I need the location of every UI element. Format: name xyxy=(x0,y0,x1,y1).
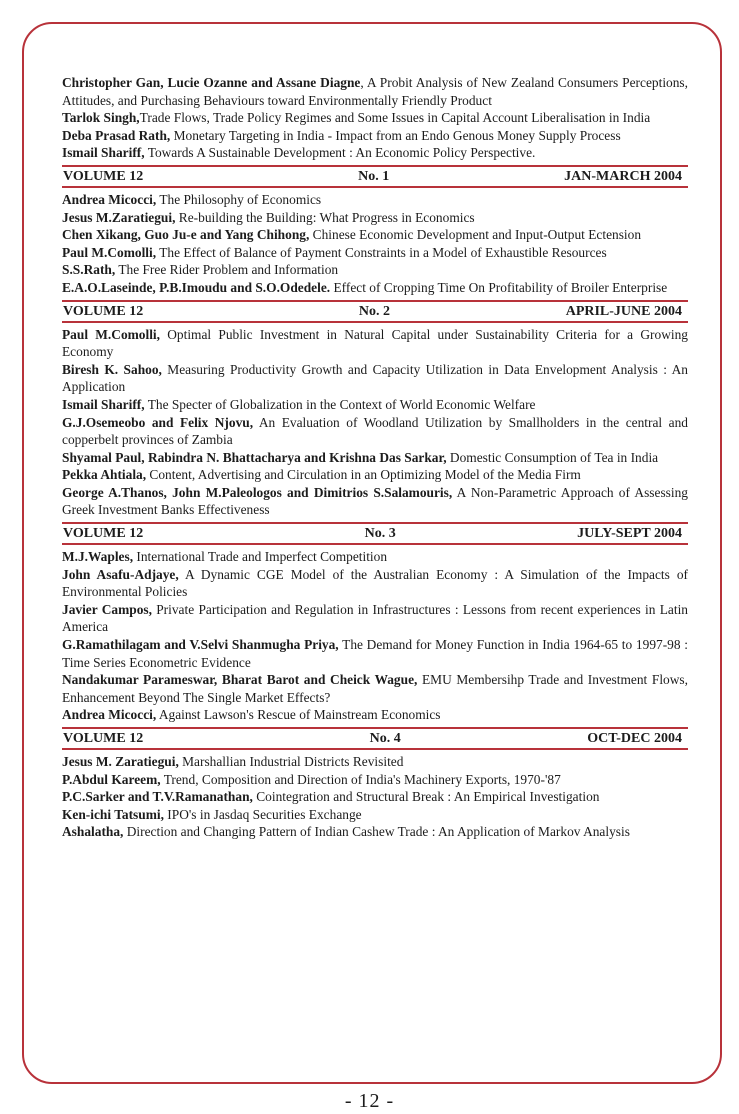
section-issue-2 xyxy=(62,326,688,520)
article-entry: Andrea Micocci, The Philosophy of Economics xyxy=(62,191,322,207)
article-entry: G.J.Osemeobo and Felix Njovu, An Evaluation of Woodland Utilization by Smallholders in the central and copperbelt provinces of Zambia xyxy=(62,414,688,448)
section-issue-1 xyxy=(62,191,688,297)
article-entry: Christopher Gan, Lucie Ozanne and Assane Diagne, A Probit Analysis of New Zealand Consumers Perceptions, Attitudes, and Purchasing Behaviours toward Environmentally Friendly Product xyxy=(62,75,688,108)
article-entry: Nandakumar Parameswar, Bharat Barot and Cheick Wague, EMU Membersihp Trade and Investment Flows, Enhancement Beyond The Single Market Effects? xyxy=(62,672,688,705)
issue-number: No. 3 xyxy=(364,526,396,542)
article-entry: Jesus M. Zaratiegui, Marshallian Industrial Districts Revisited xyxy=(62,754,404,769)
article-entry: S.S.Rath, The Free Rider Problem and Information xyxy=(62,262,339,278)
volume-label: VOLUME 12 xyxy=(63,168,144,184)
article-entry: Paul M.Comolli, The Effect of Balance of Payment Constraints in a Model of Exhaustible Resources xyxy=(62,244,607,260)
issue-period: JULY-SEPT 2004 xyxy=(577,526,682,542)
contents-list xyxy=(62,74,688,841)
article-entry: G.Ramathilagam and V.Selvi Shanmugha Priya, The Demand for Money Function in India 1964-65 to 1997-98 : Time Series Econometric Evidence xyxy=(62,637,688,670)
volume-header-no-1 xyxy=(62,165,688,188)
article-entry: Shyamal Paul, Rabindra N. Bhattacharya and Krishna Das Sarkar, Domestic Consumption of Tea in India xyxy=(62,449,659,465)
section-issue-3 xyxy=(62,548,688,724)
article-entry: Deba Prasad Rath, Monetary Targeting in India - Impact from an Endo Genous Money Supply Process xyxy=(62,127,621,143)
volume-header-no-4 xyxy=(62,727,688,750)
section-issue-4 xyxy=(62,753,688,841)
article-entry: P.Abdul Kareem, Trend, Composition and Direction of India's Machinery Exports, 1970-'87 xyxy=(62,771,561,787)
article-entry: Andrea Micocci, Against Lawson's Rescue of Mainstream Economics xyxy=(62,707,441,723)
article-entry: Ken-ichi Tatsumi, IPO's in Jasdaq Securities Exchange xyxy=(62,806,362,822)
article-entry: Jesus M.Zaratiegui, Re-building the Building: What Progress in Economics xyxy=(62,209,475,225)
volume-label: VOLUME 12 xyxy=(63,303,144,319)
article-entry: Ashalatha, Direction and Changing Pattern of Indian Cashew Trade : An Application of Markov Analysis xyxy=(62,824,630,840)
volume-header-no-3 xyxy=(62,522,688,545)
article-entry: M.J.Waples, International Trade and Imperfect Competition xyxy=(62,549,388,565)
article-entry: Paul M.Comolli, Optimal Public Investment in Natural Capital under Sustainability Criteria for a Growing Economy xyxy=(62,326,688,360)
volume-header-no-2 xyxy=(62,300,688,323)
article-entry: Tarlok Singh,Trade Flows, Trade Policy Regimes and Some Issues in Capital Account Liberalisation in India xyxy=(62,110,651,126)
issue-number: No. 1 xyxy=(358,168,390,184)
volume-label: VOLUME 12 xyxy=(63,526,144,542)
article-entry: Ismail Shariff, Towards A Sustainable Development : An Economic Policy Perspective. xyxy=(62,145,536,161)
issue-period: JAN-MARCH 2004 xyxy=(564,168,682,184)
article-entry: Ismail Shariff, The Specter of Globalization in the Context of World Economic Welfare xyxy=(62,396,536,412)
article-entry: Pekka Ahtiala, Content, Advertising and Circulation in an Optimizing Model of the Media Firm xyxy=(62,467,581,483)
volume-label: VOLUME 12 xyxy=(63,731,144,746)
issue-number: No. 4 xyxy=(369,731,401,746)
article-entry: John Asafu-Adjaye, A Dynamic CGE Model of the Australian Economy : A Simulation of the Impacts of Environmental Policies xyxy=(62,566,688,600)
article-entry: P.C.Sarker and T.V.Ramanathan, Cointegration and Structural Break : An Empirical Investigation xyxy=(62,789,600,805)
issue-period: OCT-DEC 2004 xyxy=(587,731,682,746)
issue-period: APRIL-JUNE 2004 xyxy=(565,303,682,319)
section-continued xyxy=(62,74,688,162)
article-entry: Chen Xikang, Guo Ju-e and Yang Chihong, Chinese Economic Development and Input-Output Ectension xyxy=(62,227,642,243)
article-entry: Javier Campos, Private Participation and Regulation in Infrastructures : Lessons from recent experiences in Latin America xyxy=(62,601,688,635)
article-entry: Biresh K. Sahoo, Measuring Productivity Growth and Capacity Utilization in Data Envelopment Analysis : An Application xyxy=(62,361,688,395)
article-entry: E.A.O.Laseinde, P.B.Imoudu and S.O.Odedele. Effect of Cropping Time On Profitability of Broiler Enterprise xyxy=(62,279,668,295)
issue-number: No. 2 xyxy=(358,303,391,319)
page-number: - 12 - xyxy=(344,1090,395,1112)
article-entry: George A.Thanos, John M.Paleologos and Dimitrios S.Salamouris, A Non-Parametric Approach of Assessing Greek Investment Banks Effectiveness xyxy=(62,484,688,518)
